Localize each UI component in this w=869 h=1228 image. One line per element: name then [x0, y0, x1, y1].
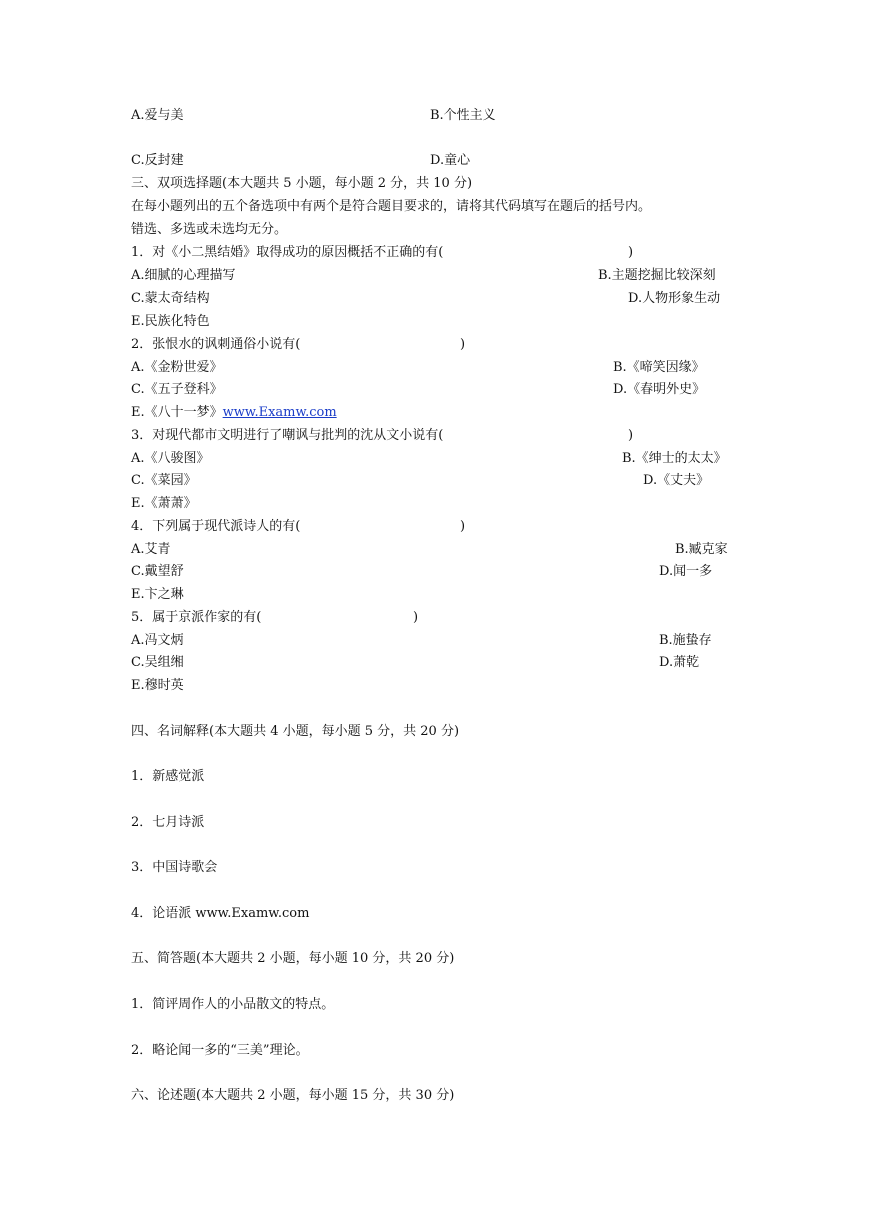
term-item: 4．论语派 www.Examw.com [131, 906, 310, 921]
question-4-stem: 4．下列属于现代派诗人的有( [131, 519, 301, 534]
q4-option-e: E.卞之琳 [131, 587, 184, 602]
section6-heading: 六、论述题(本大题共 2 小题，每小题 15 分，共 30 分) [131, 1088, 455, 1103]
q4-option-d: D.闻一多 [659, 564, 713, 579]
question-3-paren: ) [628, 428, 634, 443]
question-5-paren: ) [413, 610, 419, 625]
q2-option-b: B.《啼笑因缘》 [613, 360, 705, 375]
examw-link[interactable]: www.Examw.com [222, 405, 337, 420]
q3-option-e: E.《萧萧》 [131, 496, 197, 511]
question-2-paren: ) [460, 337, 466, 352]
question-1-paren: ) [628, 245, 634, 260]
section3-instructions: 在每小题列出的五个备选项中有两个是符合题目要求的，请将其代码填写在题后的括号内。 [131, 199, 652, 214]
q5-option-c: C.吴组缃 [131, 655, 184, 670]
q2-option-a: A.《金粉世爱》 [131, 360, 223, 375]
question-5-stem: 5．属于京派作家的有( [131, 610, 262, 625]
q4-option-b: B.臧克家 [675, 542, 728, 557]
term-item: 3．中国诗歌会 [131, 860, 218, 875]
section3-instructions-2: 错选、多选或未选均无分。 [131, 222, 288, 237]
q1-option-b: B.主题挖掘比较深刻 [598, 268, 716, 283]
q1-option-a: A.细腻的心理描写 [131, 268, 236, 283]
q5-option-a: A.冯文炳 [131, 633, 184, 648]
short-answer-item: 2．略论闻一多的“三美”理论。 [131, 1043, 309, 1058]
option-d: D.童心 [430, 153, 471, 168]
short-answer-item: 1．简评周作人的小品散文的特点。 [131, 997, 335, 1012]
q5-option-b: B.施蛰存 [659, 633, 712, 648]
q3-option-d: D.《丈夫》 [643, 473, 710, 488]
section5-heading: 五、简答题(本大题共 2 小题，每小题 10 分，共 20 分) [131, 951, 455, 966]
q1-option-e: E.民族化特色 [131, 314, 210, 329]
q3-option-c: C.《菜园》 [131, 473, 197, 488]
question-2-stem: 2．张恨水的讽刺通俗小说有( [131, 337, 301, 352]
q2-option-d: D.《春明外史》 [613, 382, 706, 397]
q1-option-d: D.人物形象生动 [628, 291, 721, 306]
option-c: C.反封建 [131, 153, 184, 168]
option-a: A.爱与美 [131, 108, 184, 123]
term-item: 1．新感觉派 [131, 769, 205, 784]
q4-option-a: A.艾青 [131, 542, 171, 557]
term-item: 2．七月诗派 [131, 815, 205, 830]
q4-option-c: C.戴望舒 [131, 564, 184, 579]
q3-option-b: B.《绅士的太太》 [622, 451, 727, 466]
section4-heading: 四、名词解释(本大题共 4 小题，每小题 5 分，共 20 分) [131, 724, 460, 739]
section3-heading: 三、双项选择题(本大题共 5 小题，每小题 2 分，共 10 分) [131, 176, 473, 191]
q5-option-e: E.穆时英 [131, 678, 184, 693]
q3-option-a: A.《八骏图》 [131, 451, 210, 466]
question-1-stem: 1．对《小二黑结婚》取得成功的原因概括不正确的有( [131, 245, 444, 260]
q2-option-c: C.《五子登科》 [131, 382, 223, 397]
q2-option-e-line [131, 404, 337, 421]
option-b: B.个性主义 [430, 108, 496, 123]
question-4-paren: ) [460, 519, 466, 534]
question-3-stem: 3．对现代都市文明进行了嘲讽与批判的沈从文小说有( [131, 428, 444, 443]
q2-option-e: E.《八十一梦》 [131, 405, 223, 420]
q5-option-d: D.萧乾 [659, 655, 700, 670]
q1-option-c: C.蒙太奇结构 [131, 291, 210, 306]
